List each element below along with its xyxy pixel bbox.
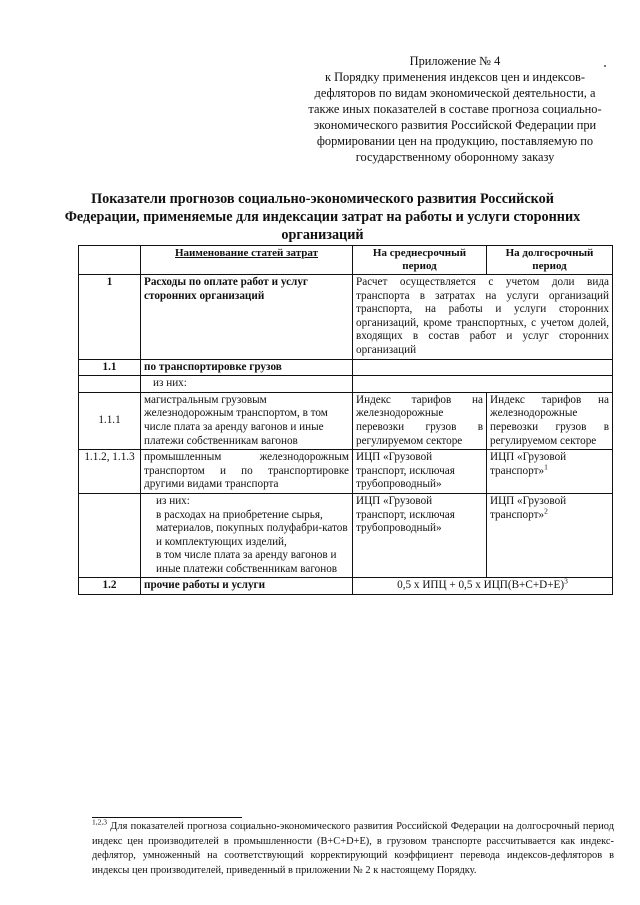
footnote-divider — [92, 817, 242, 818]
row-name: по транспортировке грузов — [141, 359, 353, 376]
appendix-text: к Порядку применения индексов цен и индексов-дефляторов по видам экономической деятельности, а также иных показателей в составе прогноза социально-экономического развития Российской Федерации при формировании цен на продукцию, поставляемую по государственному оборонному заказу — [308, 70, 602, 164]
row-value: 0,5 х ИПЦ + 0,5 х $ИЦП(B+C+D+E)^3$ — [353, 578, 613, 595]
row-name: промышленным железнодорожным транспортом и по транспортировке другими видами транспорта — [141, 450, 353, 494]
footnote — [92, 817, 614, 878]
table-row — [79, 450, 613, 494]
row-name: Расходы по оплате работ и услуг сторонних организаций — [141, 275, 353, 360]
document-title: Показатели прогнозов социально-экономического развития Российской Федерации, применяемые для индексации затрат на работы и услуги сторонних организаций — [64, 191, 581, 243]
row-number: 1.1.2, 1.1.3 — [79, 450, 141, 494]
row-long: ИЦП «Грузовой транспорт»$^2$ — [487, 493, 613, 578]
row-medium: Индекс тарифов на железнодорожные перевозки грузов в регулируемом секторе — [353, 392, 487, 449]
footnote-text: Для показателей прогноза социально-экономического развития Российской Федерации на долгосрочный период индекс цен производителей в промышленности (B+C+D+E), в грузовом транспорте рассчитывается как индекс-дефлятор, умноженный на соответствующий корректирующий коэффициент перевода индексов-дефляторов в индексы цен производителей, приведенный в приложении № 2 к настоящему Порядку. — [92, 821, 614, 876]
row-long: Индекс тарифов на железнодорожные перевозки грузов в регулируемом секторе — [487, 392, 613, 449]
row-name: из них: — [141, 376, 353, 393]
row-value — [353, 359, 613, 376]
row-name: прочие работы и услуги — [141, 578, 353, 595]
row-number: 1 — [79, 275, 141, 360]
header-long: На долгосрочный период — [487, 246, 613, 275]
row-number: 1.2 — [79, 578, 141, 595]
row-medium: ИЦП «Грузовой транспорт, исключая трубопроводный» — [353, 450, 487, 494]
header-medium: На среднесрочный период — [353, 246, 487, 275]
table-row — [79, 376, 613, 393]
row-long: ИЦП «Грузовой транспорт»$^1$ — [487, 450, 613, 494]
table-header-row — [79, 246, 613, 275]
header-num — [79, 246, 141, 275]
table-row — [79, 578, 613, 595]
row-name: магистральным грузовым железнодорожным транспортом, в том числе плата за аренду вагонов и иные платежи собственникам вагонов — [141, 392, 353, 449]
row-number — [79, 376, 141, 393]
row-name: из них: в расходах на приобретение сырья, материалов, покупных полуфабри-катов и комплектующих изделий, в том числе плата за аренду вагонов и иные платежи собственникам вагонов — [141, 493, 353, 578]
footnote-marks: 1,2,3 — [92, 817, 107, 827]
table-row — [79, 275, 613, 360]
row-number: 1.1 — [79, 359, 141, 376]
row-number — [79, 493, 141, 578]
indicators-table — [78, 245, 613, 595]
row-value: Расчет осуществляется с учетом доли вида транспорта в затратах на услуги организаций транспорта, на работы и услуги сторонних организаций, кроме транспортных, с учетом долей, входящих в состав работ и услуг сторонних организаций — [353, 275, 613, 360]
table-row — [79, 359, 613, 376]
header-name: Наименование статей затрат — [141, 246, 353, 275]
row-value — [353, 376, 613, 393]
row-medium: ИЦП «Грузовой транспорт, исключая трубопроводный» — [353, 493, 487, 578]
appendix-number: Приложение № 4 — [409, 54, 501, 68]
row-number: 1.1.1 — [79, 392, 141, 449]
table-row — [79, 392, 613, 449]
table-row — [79, 493, 613, 578]
appendix-header — [300, 53, 610, 165]
